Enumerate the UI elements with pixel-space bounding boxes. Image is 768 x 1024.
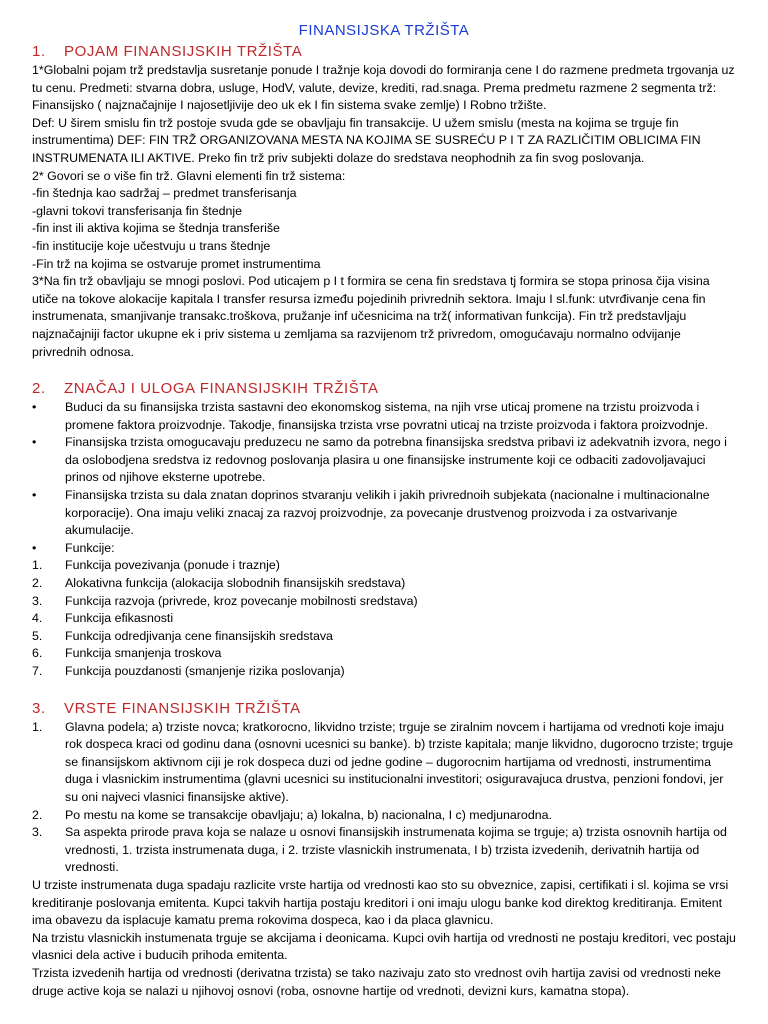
item-number: 3. bbox=[32, 593, 43, 608]
item-text: Funkcija efikasnosti bbox=[65, 611, 174, 626]
item-number: 4. bbox=[32, 611, 43, 626]
section-3-body bbox=[32, 719, 736, 1001]
section-2-body bbox=[32, 399, 736, 681]
section-1-heading bbox=[32, 42, 736, 62]
section-1-body bbox=[32, 62, 736, 361]
paragraph: Na trzistu vlasnickih instumenata trguje se akcijama i deonicama. Kupci ovih hartija od vrednosti ne postaju kreditori, vec postaju vlasnici dela active i buducih prihoda emitenta. bbox=[32, 930, 736, 963]
item-text: Funkcija povezivanja (ponude i traznje) bbox=[65, 558, 280, 573]
item-text: Funkcija pouzdanosti (smanjenje rizika poslovanja) bbox=[65, 664, 345, 678]
section-2-heading bbox=[32, 379, 736, 399]
section-title: VRSTE FINANSIJSKIH TRŽIŠTA bbox=[64, 699, 301, 717]
item-text: Po mestu na kome se transakcije obavljaju; a) lokalna, b) nacionalna, I c) medjunarodna. bbox=[65, 807, 552, 822]
item-number: 7. bbox=[32, 664, 43, 678]
numbered-item bbox=[32, 557, 736, 575]
paragraph: Trzista izvedenih hartija od vrednosti (derivatna trzista) se tako nazivaju zato sto vrednost ovih hartija zavisi od vrednosti neke druge active koja se nalazi u njihovoj osnovi (roba, osnovne hartije od vrednoti, devizni kurs, kamatna stopa). bbox=[32, 965, 721, 998]
item-text: Glavna podela; a) trziste novca; kratkorocno, likvidno trziste; trguje se ziralnim novcem i hartijama od vrednoti koje imaju rok dospeca kraci od godinu dana (osnovni ucesnici su banke). b) trziste kapitala; manje likvidno, dugorocno trziste; trguje se finansijskom aktivnom ciji je rok dospeca duzi od jedne godine – dugorocnim hartijama od vrednosti, instrumentima duga i vlasnickim instrumentima (glavni ucesnici su institucionalni investitori; osiguravajuca drustva, penzioni fondovi, jer su oni najveci vlasnici finansijske aktive). bbox=[65, 719, 734, 804]
numbered-item bbox=[32, 719, 736, 807]
paragraph: U trziste instrumenata duga spadaju razlicite vrste hartija od vrednosti kao sto su obveznice, zapisi, certifikati i sl. kojima se vrsi kreditiranje poslovanja emitenta. Kupci takvih hartija postaju kreditori i oni imaju ulogu banke kod direktog kreditiranja. Emitent ima obavezu da isplacuje kamatu prema rokovima dospeca, kao i da placa glavnicu. bbox=[32, 877, 729, 928]
bullet-text: Finansijska trzista su dala znatan doprinos stvaranju velikih i jakih privrednoih subjekata (nacionalne i multinacionalne korporacije). Ona imaju veliki znacaj za razvoj proizvodnje, za povecanje drustvenog proizvoda i za ostvarivanje akumulacije. bbox=[65, 488, 710, 538]
paragraph: 1*Globalni pojam trž predstavlja susretanje ponude I tražnje koja dovodi do formiranja cene I do razmene predmeta trgovanja uz tu cenu. Predmeti: stvarna dobra, usluge, HodV, valute, devize, krediti, rad.snaga. Prema predmetu razmene 2 segmenta trž: Finansijsko ( najznačajnije I najosetljivije deo uk ek I fin sistema svake zemlje) I Robno tržište. bbox=[32, 63, 735, 113]
item-text: Funkcija odredjivanja cene finansijskih sredstava bbox=[65, 628, 333, 643]
document-title: FINANSIJSKA TRŽIŠTA bbox=[298, 22, 470, 39]
paragraph: 2* Govori se o više fin trž. Glavni elementi fin trž sistema: bbox=[32, 168, 346, 183]
section-3-heading bbox=[32, 699, 736, 719]
numbered-item bbox=[32, 663, 736, 681]
item-number: 3. bbox=[32, 825, 43, 840]
bullet-marker: • bbox=[32, 488, 37, 503]
list-item: -fin institucije koje učestvuju u trans štednje bbox=[32, 238, 271, 253]
numbered-item bbox=[32, 575, 736, 593]
section-number: 2. bbox=[32, 380, 46, 398]
paragraph: 3*Na fin trž obavljaju se mnogi poslovi. Pod uticajem p I t formira se cena fin sredstava tj formira se stopa prinosa čija visina utiče na tokove alokacije kapitala I transfer resursa između pojedinih privrednih sektora. Imaju I sl.funk: utvrđivanje cena fin instrumenata, smanjivanje transakc.troškova, pružanje inf učesnicima na trž( informativan funkcija). Fin trž predstavljaju najznačajniji factor ukupne ek i priv sistema u zemljama sa razvijenom trž privredom, omogućavaju normalno odvijanje privrednih odnosa. bbox=[32, 274, 710, 359]
list-item: -fin inst ili aktiva kojima se štednja transferiše bbox=[32, 221, 280, 236]
bullet-marker: • bbox=[32, 400, 37, 415]
item-text: Funkcija razvoja (privrede, kroz povecanje mobilnosti sredstava) bbox=[65, 593, 418, 608]
numbered-item bbox=[32, 628, 736, 646]
item-text: Sa aspekta prirode prava koja se nalaze u osnovi finansijskih instrumenata kojima se trguje; a) trzista osnovnih hartija od vrednosti, 1. trzista instrumenata duga, i 2. trziste vlasnickih instrumenata, I b) trzista izvedenih, derivatnih hartija od vrednosti. bbox=[65, 825, 727, 875]
list-item: -glavni tokovi transferisanja fin štednje bbox=[32, 203, 243, 218]
bullet-marker: • bbox=[32, 435, 37, 450]
section-title: ZNAČAJ I ULOGA FINANSIJSKIH TRŽIŠTA bbox=[64, 380, 379, 398]
item-text: Funkcija smanjenja troskova bbox=[65, 646, 222, 661]
bullet-text: Finansijska trzista omogucavaju preduzecu ne samo da potrebna finansijska sredstva pribavi iz adekvatnih izvora, nego i da oslobodjena sredstva iz redovnog poslovanja plasira u one finansijske instrumente koji ce odbaciti zadovoljavajuci prinos od njihove eksterne upotrebe. bbox=[65, 435, 727, 485]
bullet-item bbox=[32, 399, 736, 434]
section-number: 1. bbox=[32, 43, 46, 60]
numbered-item bbox=[32, 645, 736, 663]
section-number: 3. bbox=[32, 699, 46, 717]
numbered-item bbox=[32, 593, 736, 611]
bullet-marker: • bbox=[32, 540, 37, 555]
numbered-item bbox=[32, 807, 736, 825]
paragraph: Def: U širem smislu fin trž postoje svuda gde se obavljaju fin transakcije. U užem smislu (mesta na kojima se trguje fin instrumentima) DEF: FIN TRŽ ORGANIZOVANA MESTA NA KOJIMA SE SUSREĆU P I T ZA RAZLIČITIM OBLICIMA FIN INSTRUMENATA ILI AKTIVE. Preko fin trž priv subjekti dolaze do sredstava neophodnih za fin svog poslovanja. bbox=[32, 115, 701, 165]
item-text: Alokativna funkcija (alokacija slobodnih finansijskih sredstava) bbox=[65, 576, 406, 591]
item-number: 2. bbox=[32, 576, 43, 591]
bullet-item bbox=[32, 434, 736, 487]
item-number: 5. bbox=[32, 628, 43, 643]
bullet-text: Funkcije: bbox=[65, 540, 115, 555]
list-item: -fin štednja kao sadržaj – predmet transferisanja bbox=[32, 186, 297, 201]
numbered-item bbox=[32, 824, 736, 877]
bullet-text: Buduci da su finansijska trzista sastavni deo ekonomskog sistema, na njih vrse uticaj promene na trzistu proizvoda i promene faktora proizvodnje. Takodje, finansijska trzista vrse povratni uticaj na trziste proizvoda i faktora proizvodnje. bbox=[65, 400, 709, 432]
item-number: 1. bbox=[32, 719, 43, 734]
item-number: 2. bbox=[32, 807, 43, 822]
item-number: 1. bbox=[32, 558, 43, 573]
bullet-item bbox=[32, 540, 736, 558]
list-item: -Fin trž na kojima se ostvaruje promet instrumentima bbox=[32, 256, 321, 271]
item-number: 6. bbox=[32, 646, 43, 661]
section-title: POJAM FINANSIJSKIH TRŽIŠTA bbox=[64, 43, 303, 60]
bullet-item bbox=[32, 487, 736, 540]
numbered-item bbox=[32, 610, 736, 628]
